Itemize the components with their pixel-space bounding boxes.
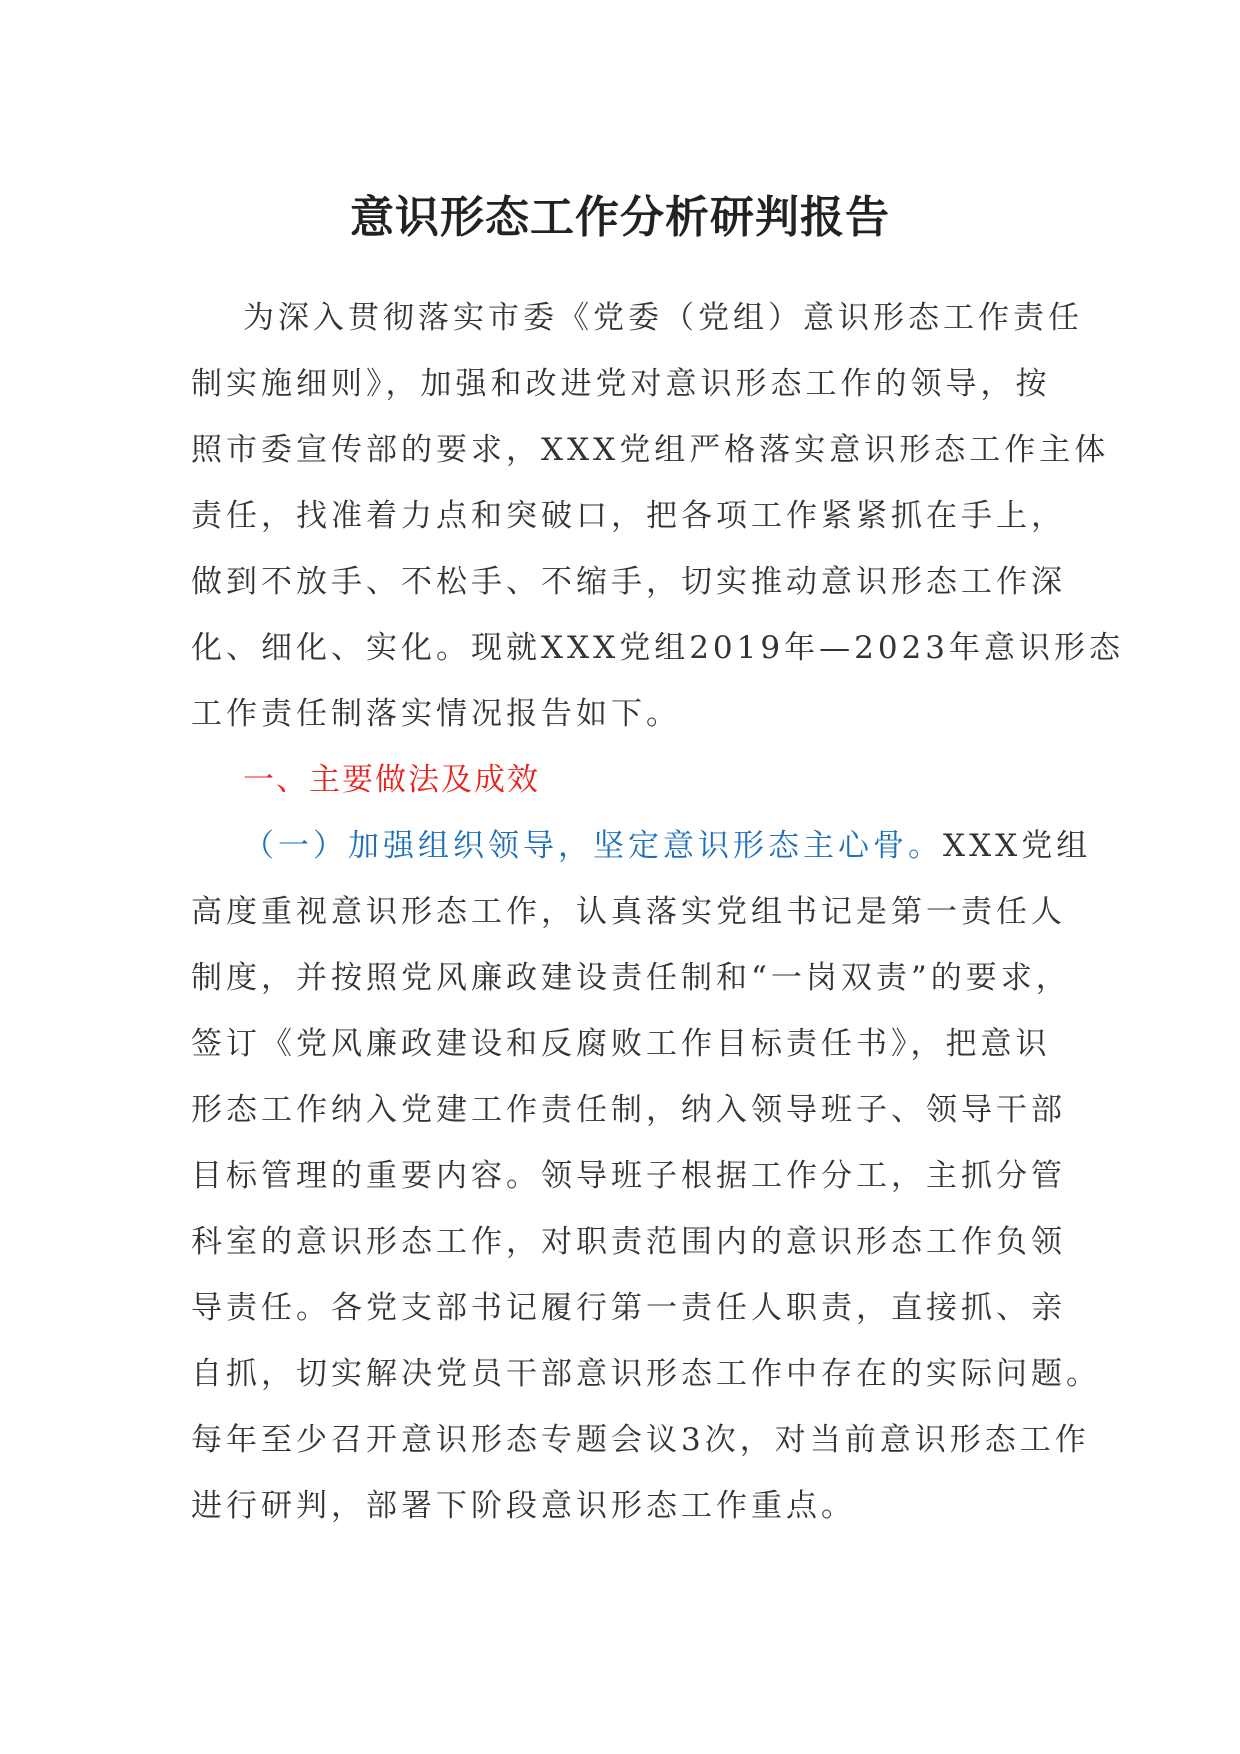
subsection-line: 目标管理的重要内容。领导班子根据工作分工，主抓分管 bbox=[191, 1158, 1066, 1194]
document-body bbox=[191, 285, 1124, 1539]
subsection-line: 导责任。各党支部书记履行第一责任人职责，直接抓、亲 bbox=[191, 1290, 1066, 1326]
subsection-line: 科室的意识形态工作，对职责范围内的意识形态工作负领 bbox=[191, 1224, 1066, 1260]
intro-line: 工作责任制落实情况报告如下。 bbox=[191, 696, 681, 732]
subsection-line: 形态工作纳入党建工作责任制，纳入领导班子、领导干部 bbox=[191, 1092, 1066, 1128]
subsection-line: 进行研判，部署下阶段意识形态工作重点。 bbox=[191, 1488, 856, 1524]
subsection-first-line bbox=[191, 813, 1092, 879]
subsection-line: 自抓，切实解决党员干部意识形态工作中存在的实际问题。 bbox=[191, 1356, 1101, 1392]
intro-line: 照市委宣传部的要求，XXX党组严格落实意识形态工作主体 bbox=[191, 432, 1110, 468]
intro-line: 为深入贯彻落实市委《党委（党组）意识形态工作责任 bbox=[243, 300, 1083, 336]
intro-line: 做到不放手、不松手、不缩手，切实推动意识形态工作深 bbox=[191, 564, 1066, 600]
subsection-title: （一）加强组织领导，坚定意识形态主心骨。 bbox=[243, 828, 943, 864]
subsection-line: 签订《党风廉政建设和反腐败工作目标责任书》，把意识 bbox=[191, 1026, 1051, 1062]
subsection-line: 制度，并按照党风廉政建设责任制和“一岗双责”的要求， bbox=[191, 960, 1071, 996]
subsection-line: 高度重视意识形态工作，认真落实党组书记是第一责任人 bbox=[191, 894, 1066, 930]
document-title: 意识形态工作分析研判报告 bbox=[350, 192, 890, 243]
subsection-first-line-rest: XXX党组 bbox=[943, 828, 1092, 864]
subsection-line: 每年至少召开意识形态专题会议3次，对当前意识形态工作 bbox=[191, 1422, 1090, 1458]
section-heading: 一、主要做法及成效 bbox=[243, 762, 540, 798]
intro-line: 责任，找准着力点和突破口，把各项工作紧紧抓在手上， bbox=[191, 498, 1066, 534]
intro-line: 制实施细则》，加强和改进党对意识形态工作的领导，按 bbox=[191, 366, 1051, 402]
intro-line: 化、细化、实化。现就XXX党组2019年—2023年意识形态 bbox=[191, 630, 1124, 666]
